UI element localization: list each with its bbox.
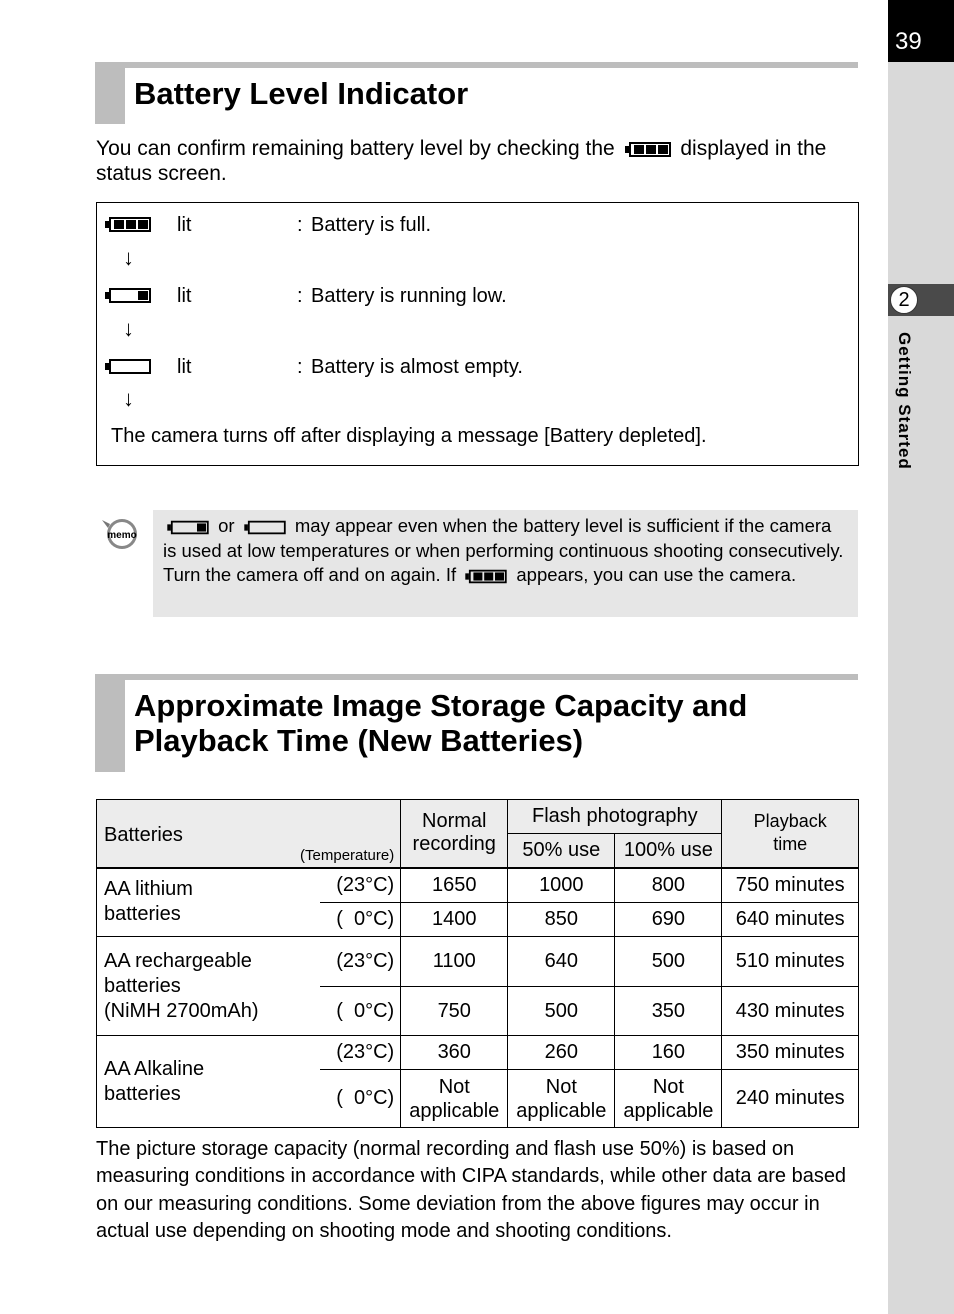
battery-type-cell xyxy=(97,868,320,937)
battery-type-cell xyxy=(97,937,320,1036)
playback-cell: 240 minutes xyxy=(722,1070,859,1128)
capacity-table xyxy=(96,799,859,1128)
battery-low-icon xyxy=(105,288,151,303)
battery-type-line: (NiMH 2700mAh) xyxy=(104,999,259,1022)
temperature-cell: ( 0°C) xyxy=(320,987,401,1036)
normal-recording-cell: 1400 xyxy=(401,903,508,937)
level-state: lit xyxy=(177,356,192,378)
chapter-number: 2 xyxy=(890,286,918,314)
temperature-cell: (23°C) xyxy=(320,868,401,903)
flash-50-cell: 1000 xyxy=(508,868,615,903)
battery-type-line: AA rechargeable xyxy=(104,949,252,972)
colon: : xyxy=(297,356,303,378)
normal-recording-cell: 360 xyxy=(401,1036,508,1070)
normal-recording-cell: 750 xyxy=(401,987,508,1036)
flash-100-cell: 800 xyxy=(615,868,722,903)
normal-recording-cell: 1650 xyxy=(401,868,508,903)
header-normal-line-1: Normal xyxy=(422,810,487,833)
battery-full-icon xyxy=(105,217,151,232)
table-row xyxy=(97,937,859,987)
intro-text-before: You can confirm remaining battery level by checking the xyxy=(96,137,615,160)
battery-type-cell xyxy=(97,1036,320,1128)
table-row xyxy=(97,1036,859,1070)
temperature-cell: ( 0°C) xyxy=(320,903,401,937)
section-title xyxy=(134,688,747,758)
normal-recording-cell: 1100 xyxy=(401,937,508,987)
playback-cell: 510 minutes xyxy=(722,937,859,987)
memo-or: or xyxy=(218,515,235,536)
down-arrow-icon: ↓ xyxy=(123,245,134,270)
section-title-line-2: Playback Time (New Batteries) xyxy=(134,723,584,758)
temperature-cell: (23°C) xyxy=(320,1036,401,1070)
playback-cell: 430 minutes xyxy=(722,987,859,1036)
temperature-cell: (23°C) xyxy=(320,937,401,987)
section-title: Battery Level Indicator xyxy=(134,76,469,111)
level-state: lit xyxy=(177,285,192,307)
battery-empty-icon xyxy=(244,520,285,534)
flash-100-cell: 690 xyxy=(615,903,722,937)
header-normal-recording xyxy=(401,800,508,868)
header-flash-100: 100% use xyxy=(615,834,722,868)
battery-type-line: batteries xyxy=(104,903,181,926)
colon: : xyxy=(297,285,303,307)
flash-50-cell: 640 xyxy=(508,937,615,987)
table-row xyxy=(97,868,859,903)
memo-text-2: appears, you can use the camera. xyxy=(516,564,797,585)
flash-50-cell: Not applicable xyxy=(508,1070,615,1128)
flash-100-cell: 350 xyxy=(615,987,722,1036)
normal-recording-cell: Not applicable xyxy=(401,1070,508,1128)
level-description: Battery is full. xyxy=(311,214,432,236)
battery-full-icon xyxy=(625,142,671,157)
header-flash: Flash photography xyxy=(508,800,722,834)
battery-depleted-note: The camera turns off after displaying a message [Battery depleted]. xyxy=(111,425,707,447)
battery-type-line: AA lithium xyxy=(104,878,193,901)
level-description: Battery is almost empty. xyxy=(311,356,523,378)
battery-low-icon xyxy=(167,520,208,534)
playback-cell: 350 minutes xyxy=(722,1036,859,1070)
footer-note: The picture storage capacity (normal recording and flash use 50%) is based on measuring conditions in accordance with CIPA standards, while other data are based on our measuring conditions. Some deviation from the above figures may occur in actual use depending on shooting mode and shooting conditions. xyxy=(96,1138,847,1242)
header-normal-line-2: recording xyxy=(412,833,496,856)
flash-100-cell: 160 xyxy=(615,1036,722,1070)
header-batteries-label: Batteries xyxy=(104,824,183,846)
flash-100-cell: 500 xyxy=(615,937,722,987)
memo-box xyxy=(153,510,858,617)
flash-100-cell: Not applicable xyxy=(615,1070,722,1128)
flash-50-cell: 500 xyxy=(508,987,615,1036)
heading-block xyxy=(95,680,125,772)
down-arrow-icon: ↓ xyxy=(123,386,134,411)
side-tab xyxy=(888,0,954,1314)
header-batteries xyxy=(97,800,401,868)
header-playback xyxy=(722,800,859,868)
intro-paragraph xyxy=(96,136,866,186)
memo-icon xyxy=(100,514,140,550)
flash-50-cell: 850 xyxy=(508,903,615,937)
battery-type-line: batteries xyxy=(104,974,181,997)
memo-text-1: may appear even when the battery level is sufficient if the camera is used at low temperatures or when performing continuous shooting consecutively. Turn the camera off and on again. If xyxy=(163,515,844,585)
battery-type-line: batteries xyxy=(104,1082,181,1105)
playback-cell: 750 minutes xyxy=(722,868,859,903)
battery-full-icon xyxy=(466,569,507,583)
playback-cell: 640 minutes xyxy=(722,903,859,937)
battery-empty-icon xyxy=(105,359,151,374)
flash-50-cell: 260 xyxy=(508,1036,615,1070)
page-number: 39 xyxy=(895,28,922,55)
chapter-title: Getting Started xyxy=(895,332,914,470)
memo-icon-label: memo xyxy=(107,530,137,541)
level-description: Battery is running low. xyxy=(311,285,507,307)
level-state: lit xyxy=(177,214,192,236)
section-title-line-1: Approximate Image Storage Capacity and xyxy=(134,688,748,723)
heading-block xyxy=(95,68,125,124)
header-flash-50: 50% use xyxy=(508,834,615,868)
header-playback-line-1: Playback xyxy=(753,811,827,832)
battery-type-line: AA Alkaline xyxy=(104,1057,205,1080)
temperature-cell: ( 0°C) xyxy=(320,1070,401,1128)
header-temperature-label: (Temperature) xyxy=(300,846,395,864)
intro-text-after: displayed in the status screen. xyxy=(96,137,827,185)
battery-level-box xyxy=(96,202,859,466)
down-arrow-icon: ↓ xyxy=(123,316,134,341)
colon: : xyxy=(297,214,303,236)
header-playback-line-2: time xyxy=(773,834,808,855)
